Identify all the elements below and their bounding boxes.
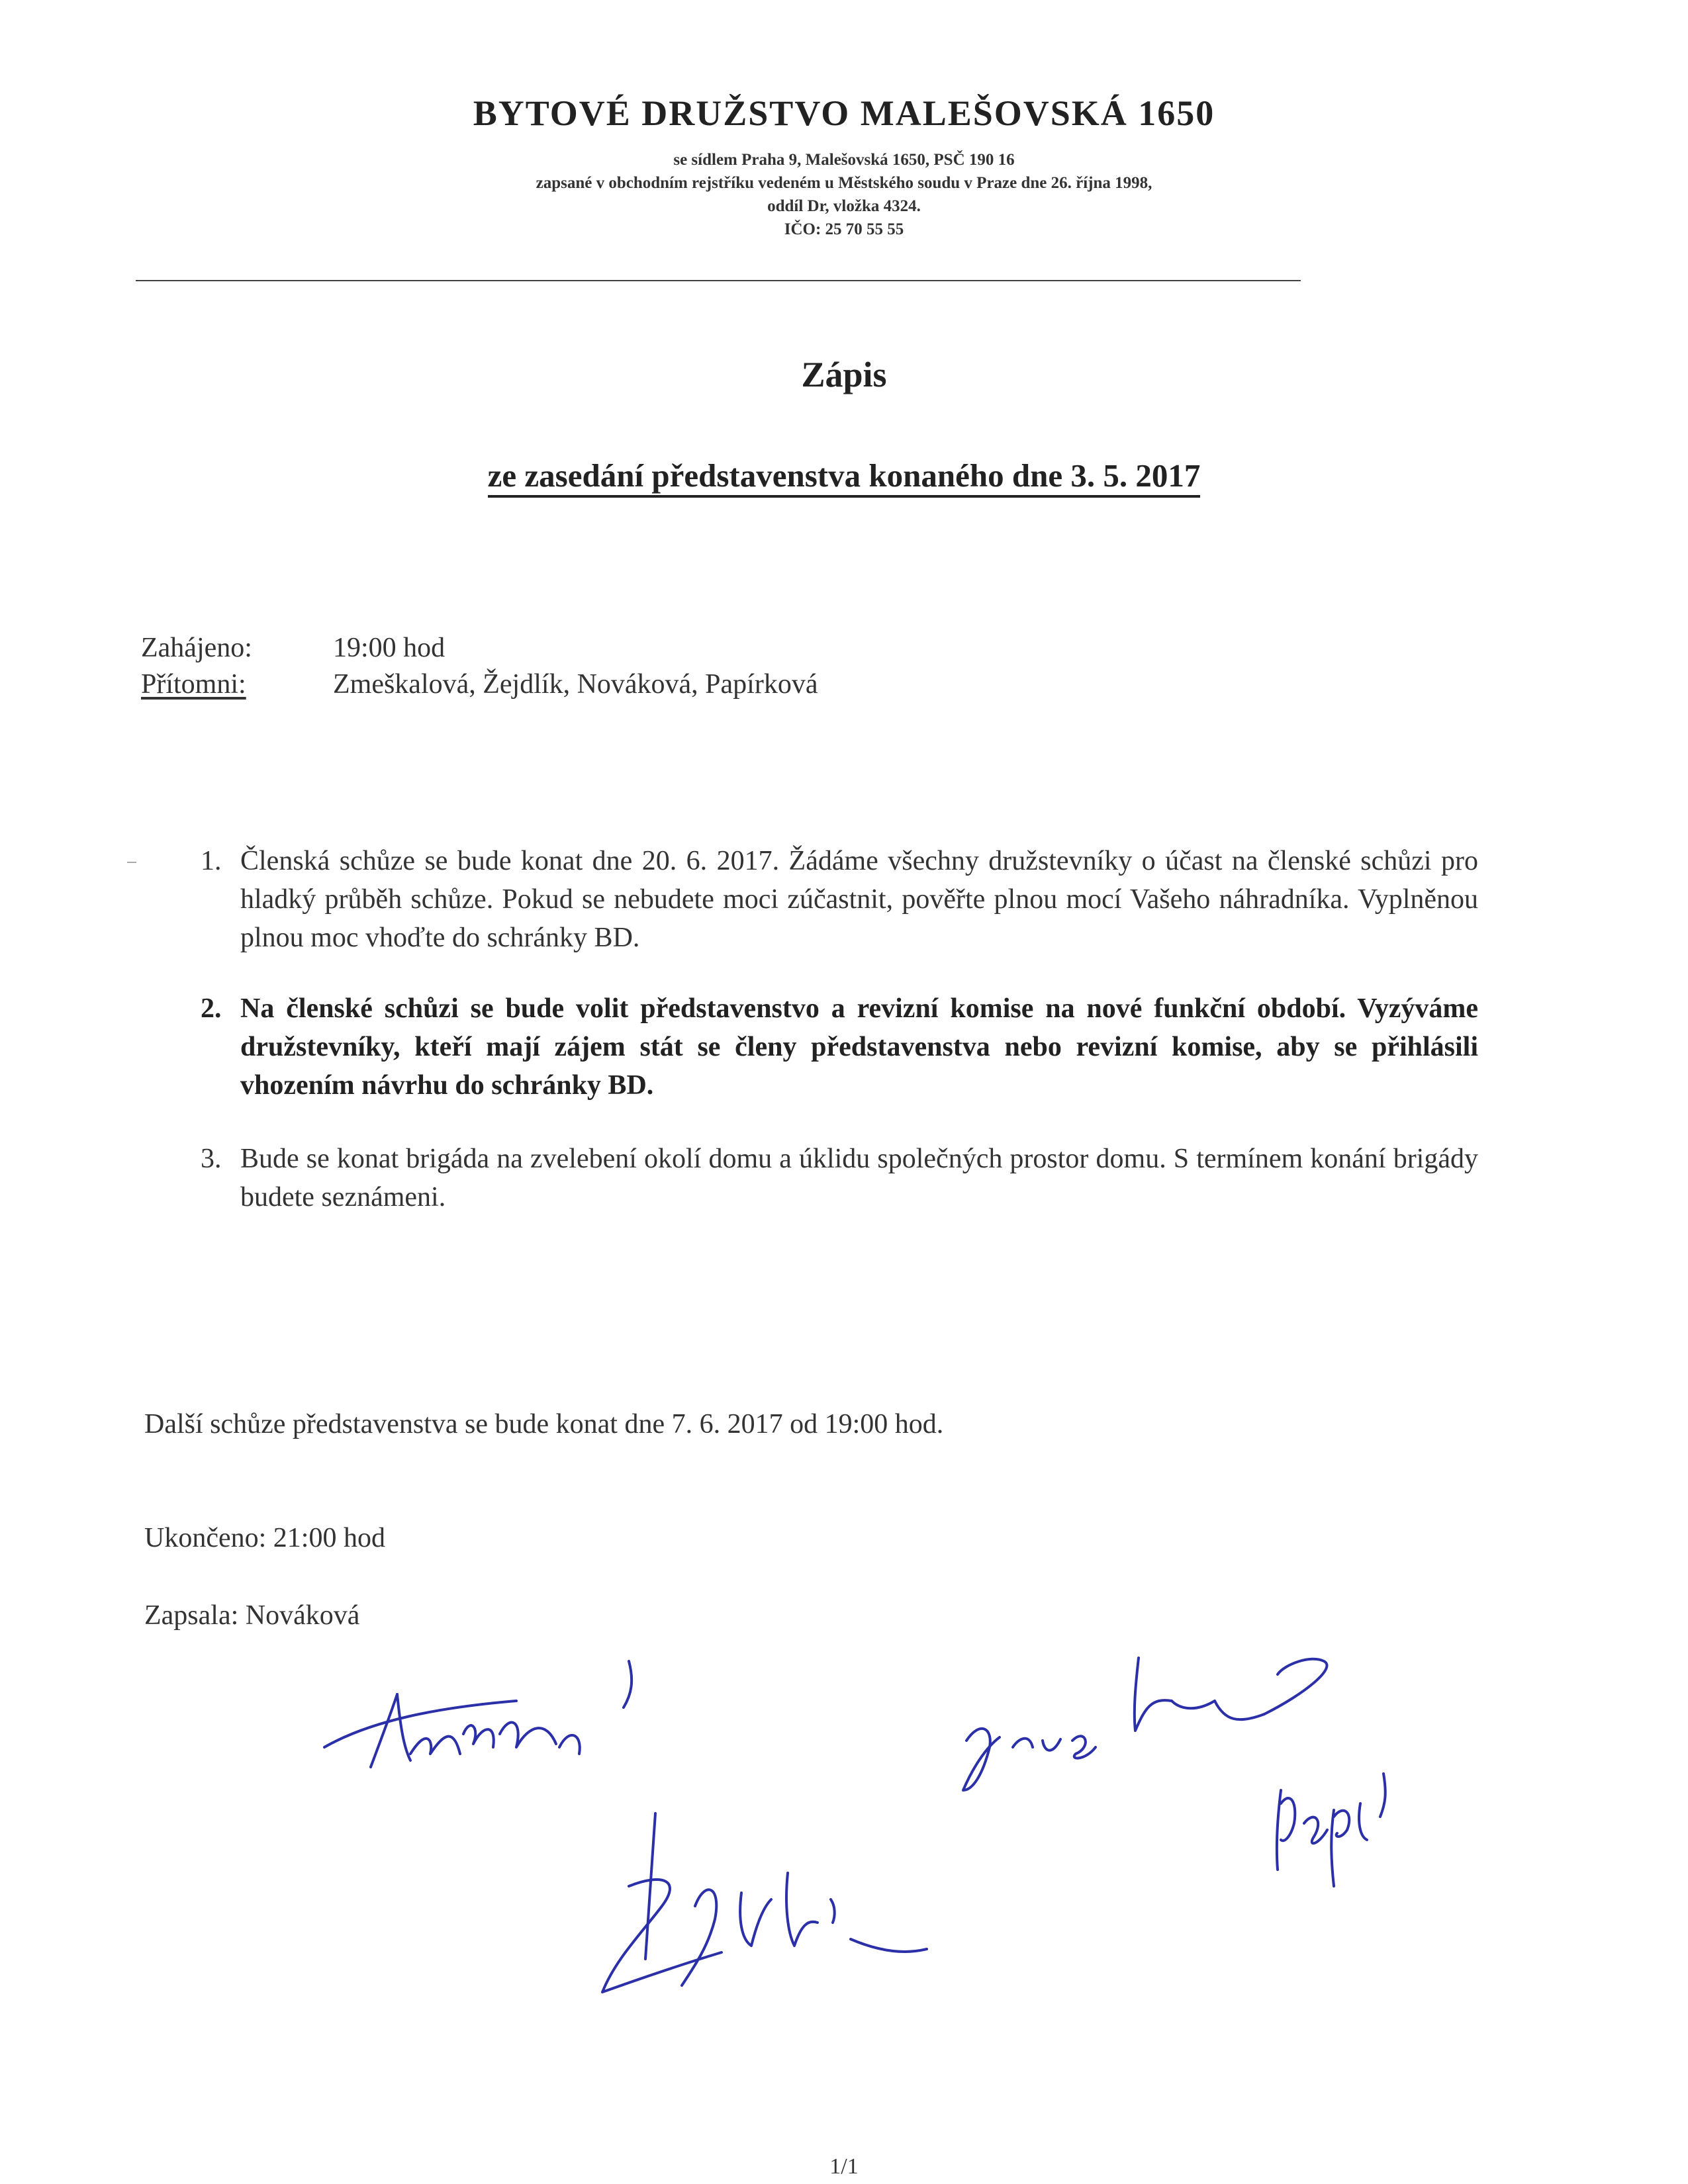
item-text: Na členské schůzi se bude volit představenstvo a revizní komise na nové funkční období. Vyzýváme družstevníky, kteří mají zájem stát se členy představenstva nebo revizní komise, aby se přihlásili vhozením návrhu do schránky BD. [240, 993, 1478, 1101]
signature-papirkova [1268, 1764, 1400, 1889]
document-title: Zápis [801, 355, 887, 394]
list-item [201, 1140, 1478, 1216]
signature-zejdlik [589, 1807, 933, 2005]
document-subtitle-wrapper [0, 457, 1688, 494]
organization-registry: zapsané v obchodním rejstříku vedeném u Městského soudu v Praze dne 26. října 1998, [536, 174, 1152, 192]
recorded-by-text: Zapsala: Nováková [144, 1600, 360, 1631]
item-text: Bude se konat brigáda na zvelebení okolí domu a úklidu společných prostor domu. S termínem konání brigády budete seznámeni. [240, 1144, 1478, 1212]
present-label: Přítomni: [141, 669, 246, 700]
organization-seat: se sídlem Praha 9, Malešovská 1650, PSČ 190 16 [673, 151, 1015, 169]
item-text: Členská schůze se bude konat dne 20. 6. 2017. Žádáme všechny družstevníky o účast na členské schůzi pro hladký průběh schůze. Pokud se nebudete moci zúčastnit, pověřte plnou mocí Vašeho náhradníka. Vyplněnou plnou moc vhoďte do schránky BD. [240, 846, 1478, 953]
present-value: Zmeškalová, Žejdlík, Nováková, Papírková [333, 669, 818, 700]
organization-ico: IČO: 25 70 55 55 [784, 220, 904, 238]
scan-mark [127, 862, 136, 863]
item-number: 2. [201, 993, 222, 1024]
started-label: Zahájeno: [141, 633, 252, 663]
document-subtitle: ze zasedání představenstva konaného dne 3. 5. 2017 [488, 457, 1201, 498]
started-value: 19:00 hod [333, 633, 445, 663]
item-number: 3. [201, 1144, 222, 1174]
page-number: 1/1 [829, 2154, 859, 2179]
organization-name: BYTOVÉ DRUŽSTVO MALEŠOVSKÁ 1650 [473, 93, 1215, 133]
list-item [201, 842, 1478, 957]
next-meeting-text: Další schůze představenstva se bude konat dne 7. 6. 2017 od 19:00 hod. [144, 1409, 944, 1439]
item-number: 1. [201, 846, 222, 876]
list-item [201, 989, 1478, 1105]
ended-text: Ukončeno: 21:00 hod [144, 1523, 385, 1553]
organization-section: oddíl Dr, vložka 4324. [767, 197, 921, 215]
header-divider [136, 280, 1301, 281]
signature-novakova [318, 1655, 662, 1787]
